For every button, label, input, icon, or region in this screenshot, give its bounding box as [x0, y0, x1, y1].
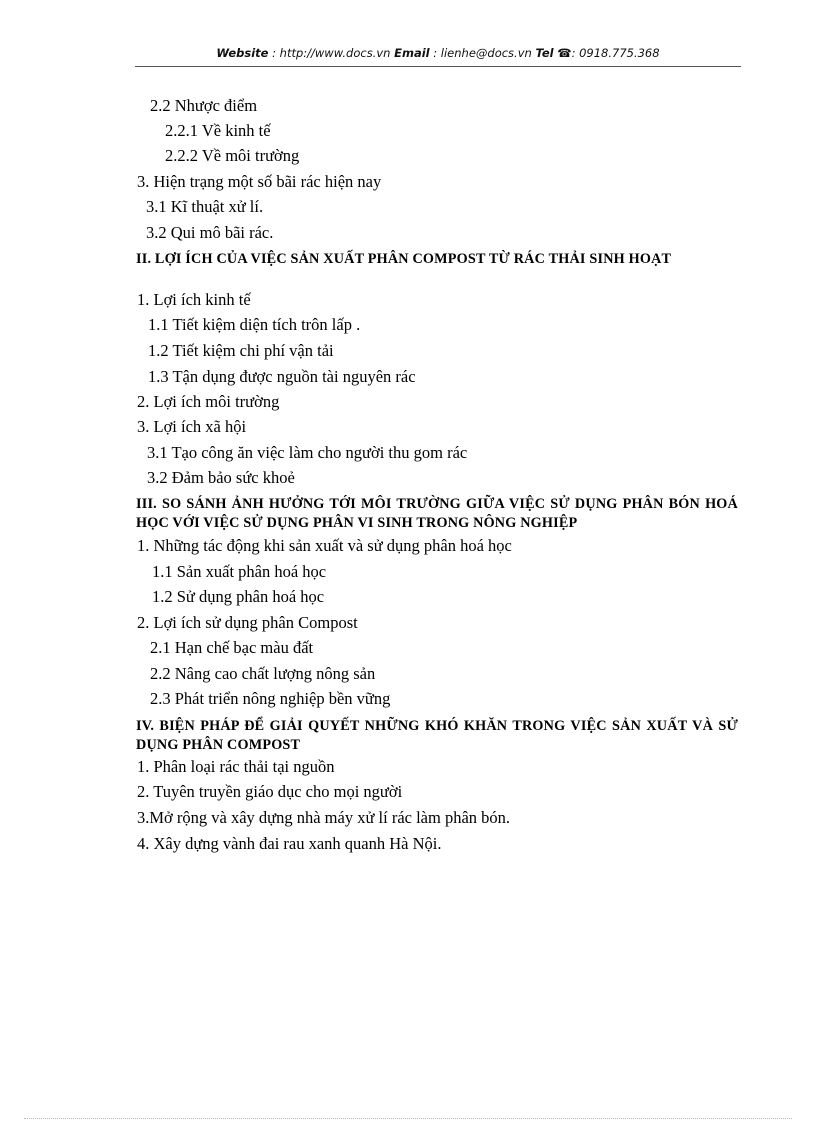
header-divider — [135, 66, 741, 67]
outline-item: 1.2 Tiết kiệm chi phí vận tải — [148, 341, 334, 360]
outline-item: 1.2 Sử dụng phân hoá học — [152, 587, 325, 606]
outline-item: 4. Xây dựng vành đai rau xanh quanh Hà Nội. — [137, 834, 442, 853]
email-label: Email — [394, 46, 430, 60]
outline-item: 3. Lợi ích xã hội — [137, 417, 247, 436]
outline-item: 2.2.2 Về môi trường — [165, 146, 300, 165]
section-heading: II. LỢI ÍCH CỦA VIỆC SẢN XUẤT PHÂN COMPOST TỪ RÁC THẢI SINH HOẠT — [136, 251, 672, 267]
outline-item: 2.2.1 Về kinh tế — [165, 121, 271, 140]
footer-divider — [24, 1118, 792, 1119]
outline-item: 2.2 Nâng cao chất lượng nông sản — [150, 664, 376, 683]
tel-number: : 0918.775.368 — [571, 46, 660, 60]
outline-item: 1.1 Tiết kiệm diện tích trôn lấp . — [148, 315, 361, 334]
outline-item: 2. Lợi ích sử dụng phân Compost — [137, 613, 358, 632]
outline-item: 3. Hiện trạng một số bãi rác hiện nay — [137, 172, 382, 191]
page-header — [135, 46, 741, 60]
section-heading: IV. BIỆN PHÁP ĐỂ GIẢI QUYẾT NHỮNG KHÓ KHĂN TRONG VIỆC SẢN XUẤT VÀ SỬ DỤNG PHÂN COMPOST — [136, 718, 738, 753]
email-address[interactable]: lienhe@docs.vn — [440, 46, 532, 60]
tel-label: Tel — [535, 46, 554, 60]
outline-item: 3.2 Đảm bảo sức khoẻ — [147, 468, 295, 487]
outline-item: 2.3 Phát triển nông nghiệp bền vững — [150, 689, 391, 708]
outline-item: 2.2 Nhược điểm — [150, 96, 258, 115]
outline-item: 1.1 Sản xuất phân hoá học — [152, 562, 327, 581]
website-separator: : — [268, 46, 280, 60]
outline-item: 2. Lợi ích môi trường — [137, 392, 280, 411]
outline-item: 1.3 Tận dụng được nguồn tài nguyên rác — [148, 367, 416, 386]
website-url[interactable]: http://www.docs.vn — [279, 46, 391, 60]
email-separator: : — [429, 46, 441, 60]
outline-item: 2.1 Hạn chế bạc màu đất — [150, 638, 314, 657]
outline-item: 1. Lợi ích kinh tế — [137, 290, 251, 309]
outline-item: 3.Mở rộng và xây dựng nhà máy xử lí rác làm phân bón. — [137, 808, 511, 827]
website-label: Website — [216, 46, 269, 60]
outline-item: 2. Tuyên truyền giáo dục cho mọi người — [137, 782, 403, 801]
outline-item: 3.1 Tạo công ăn việc làm cho người thu gom rác — [147, 443, 468, 462]
section-heading: III. SO SÁNH ẢNH HƯỞNG TỚI MÔI TRƯỜNG GIỮA VIỆC SỬ DỤNG PHÂN BÓN HOÁ HỌC VỚI VIỆC SỬ DỤNG PHÂN VI SINH TRONG NÔNG NGHIỆP — [136, 496, 738, 531]
outline-item: 3.1 Kĩ thuật xử lí. — [146, 197, 264, 216]
outline-item: 1. Phân loại rác thải tại nguồn — [137, 757, 335, 776]
outline-item: 1. Những tác động khi sản xuất và sử dụng phân hoá học — [137, 536, 512, 555]
phone-icon: ☎ — [557, 46, 572, 60]
outline-item: 3.2 Qui mô bãi rác. — [146, 223, 274, 242]
